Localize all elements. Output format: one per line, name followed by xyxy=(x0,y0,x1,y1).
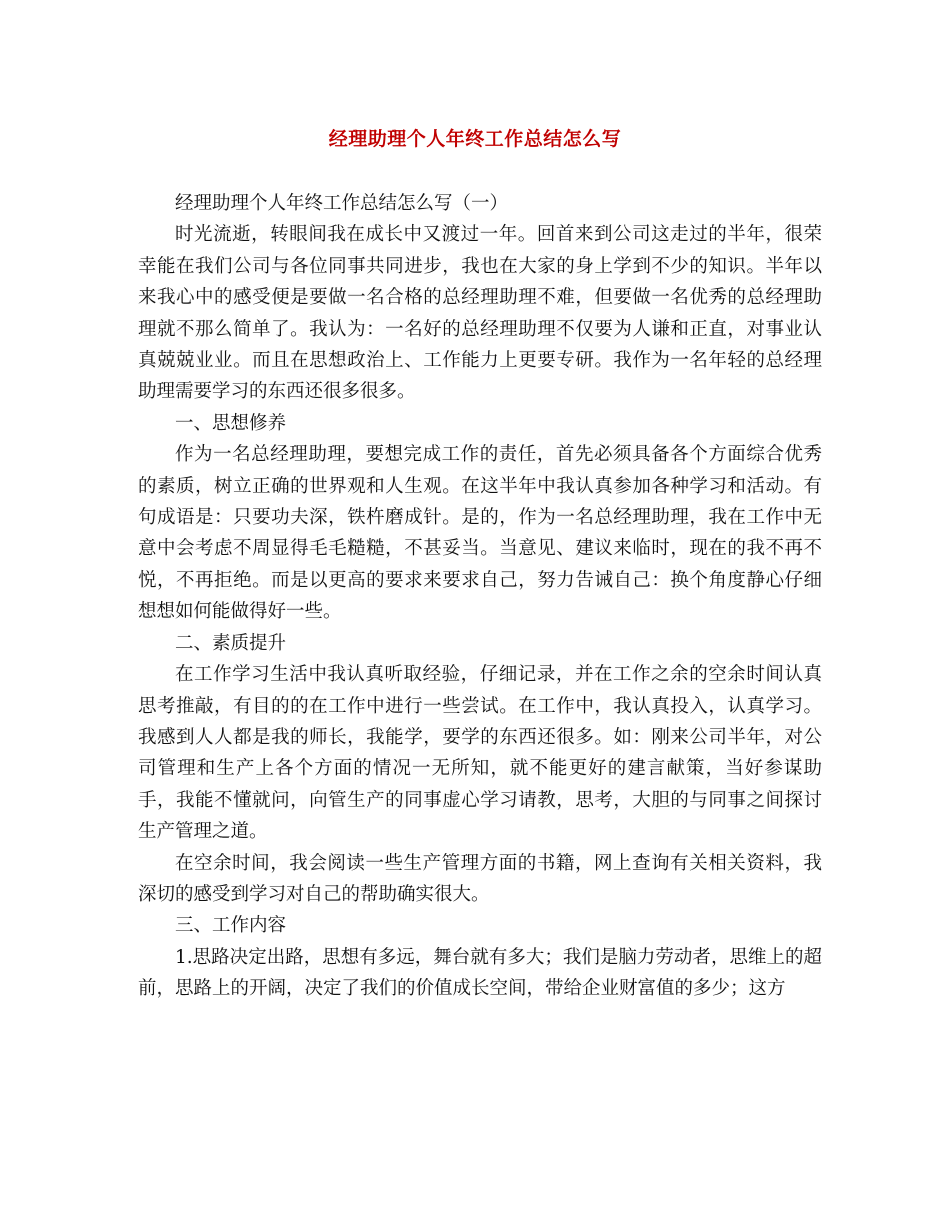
subtitle-paragraph: 经理助理个人年终工作总结怎么写（一） xyxy=(175,193,509,214)
quality-paragraph-1: 在工作学习生活中我认真听取经验，仔细记录，并在工作之余的空余时间认真思考推敲，有目的的在工作中进行一些尝试。在工作中，我认真投入，认真学习。我感到人人都是我的师长，我能学，要学的东西还很多。如：刚来公司半年，对公司管理和生产上各个方面的情况一无所知，就不能更好的建言献策，当好参谋助手，我能不懂就问，向管生产的同事虚心学习请教，思考，大胆的与同事之间探讨生产管理之道。 xyxy=(138,664,822,843)
quality-paragraph-2: 在空余时间，我会阅读一些生产管理方面的书籍，网上查询有关相关资料，我深切的感受到学习对自己的帮助确实很大。 xyxy=(138,852,822,905)
section-heading-quality: 二、素质提升 xyxy=(175,632,287,654)
document-body xyxy=(138,188,822,1005)
work-paragraph-1: 1.思路决定出路，思想有多远，舞台就有多大；我们是脑力劳动者，思维上的超前，思路上的开阔，决定了我们的价值成长空间，带给企业财富值的多少；这方 xyxy=(138,946,822,1000)
intro-paragraph: 时光流逝，转眼间我在成长中又渡过一年。回首来到公司这走过的半年，很荣幸能在我们公司与各位同事共同进步，我也在大家的身上学到不少的知识。半年以来我心中的感受便是要做一名合格的总经理助理不难，但要做一名优秀的总经理助理就不那么简单了。我认为：一名好的总经理助理不仅要为人谦和正直，对事业认真兢兢业业。而且在思想政治上、工作能力上更要专研。我作为一名年轻的总经理助理需要学习的东西还很多很多。 xyxy=(138,224,822,403)
document-title: 经理助理个人年终工作总结怎么写 xyxy=(328,128,622,150)
section-heading-work: 三、工作内容 xyxy=(175,915,287,937)
section-heading-ideology: 一、思想修养 xyxy=(175,412,287,434)
ideology-paragraph: 作为一名总经理助理，要想完成工作的责任，首先必须具备各个方面综合优秀的素质，树立正确的世界观和人生观。在这半年中我认真参加各种学习和活动。有句成语是：只要功夫深，铁杵磨成针。是的，作为一名总经理助理，我在工作中无意中会考虑不周显得毛毛糙糙，不甚妥当。当意见、建议来临时，现在的我不再不悦，不再拒绝。而是以更高的要求来要求自己，努力告诫自己：换个角度静心仔细想想如何能做得好一些。 xyxy=(138,444,822,623)
